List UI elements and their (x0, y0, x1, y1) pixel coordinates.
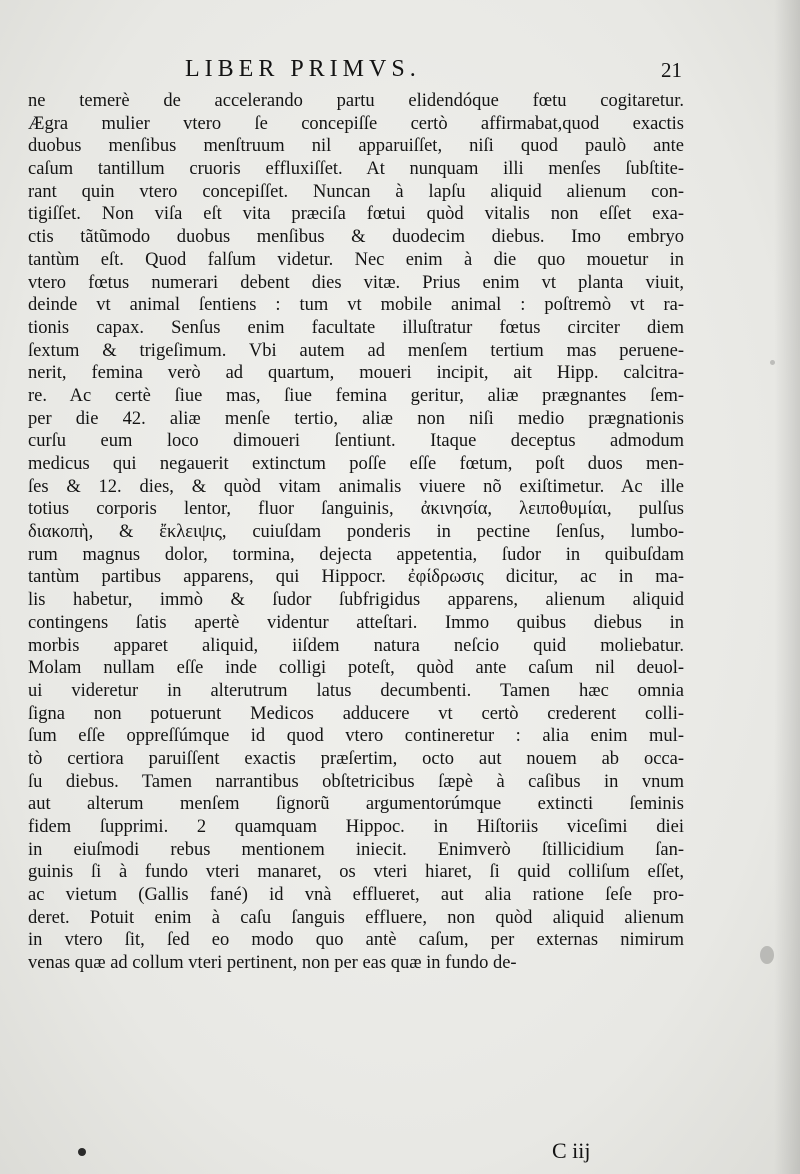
text-line: nerit, femina verò ad quartum, moueri incipit, ait Hipp. calcitra- (28, 363, 684, 384)
text-line: ſextum & trigeſimum. Vbi autem ad menſem tertium mas peruene- (28, 340, 684, 361)
text-line: ſes & 12. dies, & quòd vitam animalis viuere nõ exiſtimetur. Ac ille (28, 476, 684, 497)
running-title: LIBER PRIMVS. (185, 56, 421, 82)
text-line: tantùm partibus apparens, qui Hippocr. ἐφίδρωσις dicitur, ac in ma- (28, 567, 684, 588)
text-line: per die 42. aliæ menſe tertio, aliæ non niſi medio prægnationis (28, 408, 684, 429)
text-line: re. Ac certè ſiue mas, ſiue femina geritur, aliæ prægnantes ſem- (28, 385, 684, 406)
text-line: ui videretur in alterutrum latus decumbenti. Tamen hæc omnia (28, 680, 684, 701)
text-line: ſigna non potuerunt Medicos adducere vt certò crederent colli- (28, 703, 684, 724)
text-line: ne temerè de accelerando partu elidendóque fœtu cogitaretur. (28, 91, 684, 111)
text-line: deinde vt animal ſentiens : tum vt mobile animal : poſtremò vt ra- (28, 295, 684, 316)
page-number: 21 (661, 58, 682, 82)
text-line: in eiuſmodi rebus mentionem iniecit. Enimverò ſtillicidium ſan- (28, 839, 684, 860)
text-line: deret. Potuit enim à caſu ſanguis effluere, non quòd aliquid alienum (28, 907, 684, 928)
text-line: ſu diebus. Tamen narrantibus obſtetricibus ſæpè à caſibus in vnum (28, 771, 684, 792)
text-line: rant quin vtero concepiſſet. Nuncan à lapſu aliquid alienum con- (28, 181, 684, 202)
text-line: ctis tãtũmodo duobus menſibus & duodecim diebus. Imo embryo (28, 227, 684, 248)
text-line: ſum eſſe oppreſſúmque id quod vtero contineretur : alia enim mul- (28, 726, 684, 747)
text-line: tigiſſet. Non viſa eſt vita præciſa fœtui quòd vitalis non eſſet exa- (28, 204, 684, 225)
text-line: rum magnus dolor, tormina, dejecta appetentia, ſudor in quibuſdam (28, 544, 684, 565)
signature-mark: C iij (552, 1138, 591, 1163)
running-head (0, 56, 800, 86)
text-line: totius corporis lentor, fluor ſanguinis, ἀκινησία, λειποθυμίαι, pulſus (28, 499, 684, 520)
paper-stain (760, 946, 774, 964)
text-line: medicus qui negauerit extinctum poſſe eſſe fœtum, poſt duos men- (28, 454, 684, 474)
text-line: Ægra mulier vtero ſe concepiſſe certò affirmabat,quod exactis (28, 113, 684, 134)
text-line: aut alterum menſem ſignorũ argumentorúmque extincti ſeminis (28, 794, 684, 815)
text-line: fidem ſupprimi. 2 quamquam Hippoc. in Hiſtoriis viceſimi diei (28, 817, 684, 837)
signature-row (0, 1138, 800, 1166)
text-line: morbis apparet aliquid, iiſdem natura neſcio quid moliebatur. (28, 635, 684, 656)
text-line: contingens ſatis apertè videntur atteſtari. Immo quibus diebus in (28, 612, 684, 633)
paper-speck (770, 360, 775, 365)
text-line: in vtero ſit, ſed eo modo quo antè caſum, per externas nimirum (28, 930, 684, 951)
text-line: curſu eum loco dimoueri ſentiunt. Itaque deceptus admodum (28, 431, 684, 452)
text-line: guinis ſi à fundo vteri manaret, os vteri hiaret, ſi quid colliſum eſſet, (28, 862, 684, 883)
text-line: tionis capax. Senſus enim facultate illuſtratur fœtus circiter diem (28, 317, 684, 338)
page-edge-shadow (774, 0, 800, 1174)
text-line: lis habetur, immò & ſudor ſubfrigidus apparens, alienum aliquid (28, 590, 684, 611)
text-line: vtero fœtus numerari debent dies vitæ. Prius enim vt planta viuit, (28, 272, 684, 293)
ink-dot-mark (78, 1148, 86, 1156)
text-line: ac vietum (Gallis fané) id vnà efflueret, aut alia ratione ſeſe pro- (28, 885, 684, 906)
text-line: διακοπὴ, & ἔκλειψις, cuiuſdam ponderis in pectine ſenſus, lumbo- (28, 522, 684, 543)
main-text-block (28, 90, 684, 975)
text-line: tantùm eſt. Quod falſum videtur. Nec enim à die quo mouetur in (28, 249, 684, 270)
text-line: caſum tantillum cruoris effluxiſſet. At nunquam illi menſes ſubſtite- (28, 159, 684, 180)
text-line: Molam nullam eſſe inde colligi poteſt, quòd ante caſum nil deuol- (28, 658, 684, 679)
text-line: tò certiora paruiſſent exactis præſertim, octo aut nouem ab occa- (28, 748, 684, 769)
text-line: venas quæ ad collum vteri pertinent, non per eas quæ in fundo de- (28, 953, 517, 974)
text-line: duobus menſibus menſtruum nil apparuiſſet, niſi quod paulò ante (28, 136, 684, 157)
